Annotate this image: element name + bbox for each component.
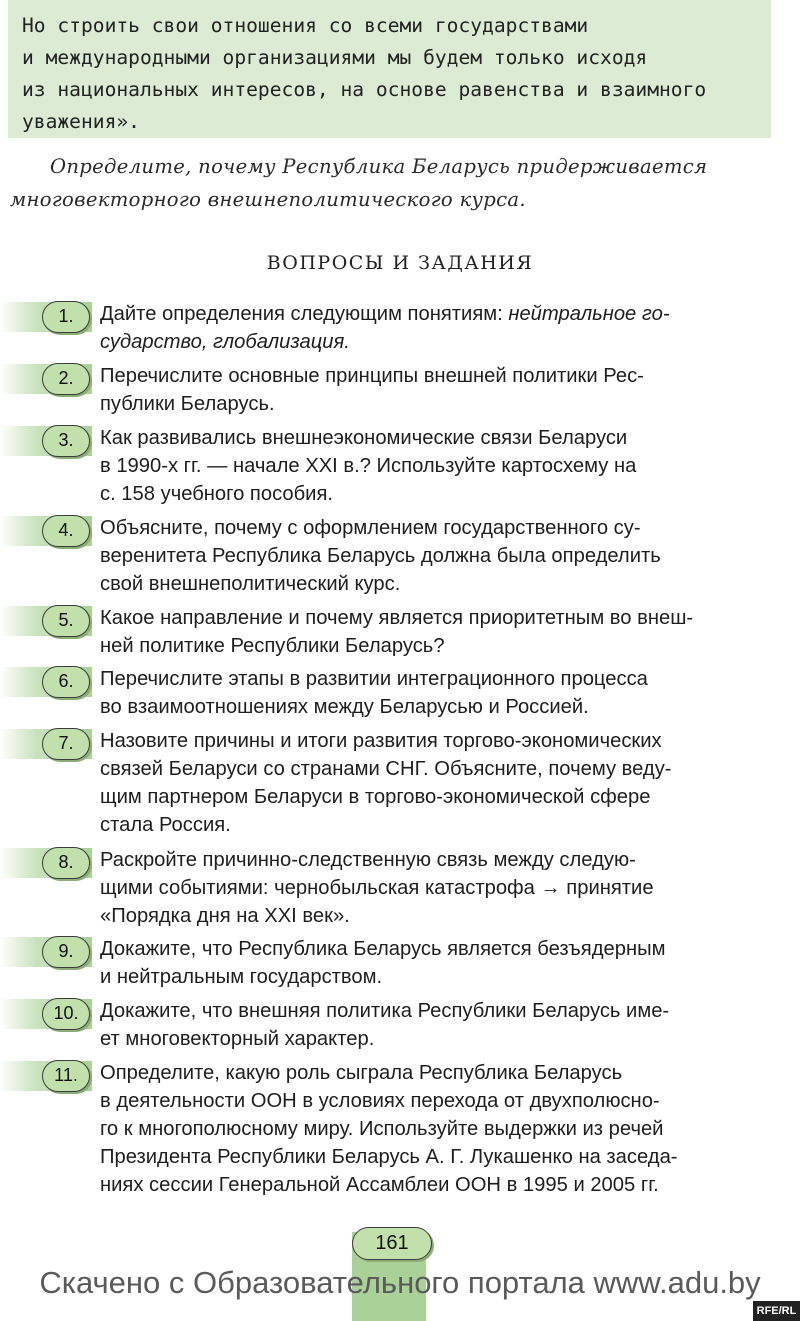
question-number-badge: 7.: [42, 728, 90, 760]
question-line: стала Россия.: [100, 814, 231, 836]
task-line: Определите, почему Республика Беларусь придерживается: [50, 155, 708, 178]
question-line: в деятельности ООН в условиях перехода от двухполюсно-: [100, 1090, 660, 1112]
quote-line: из национальных интересов, на основе равенства и взаимного: [22, 78, 707, 101]
question-text: [100, 1059, 772, 1199]
question-line: го к многополюсному миру. Используйте выдержки из речей: [100, 1118, 664, 1140]
question-line: Раскройте причинно-следственную связь между следую-: [100, 849, 636, 871]
question-line: сударство, глобализация.: [100, 331, 350, 353]
question-number-badge: 2.: [42, 363, 90, 395]
question-term: нейтральное го-: [508, 303, 670, 325]
quote-line: Но строить свои отношения со всеми государствами: [22, 14, 589, 37]
question-line: с. 158 учебного пособия.: [100, 483, 333, 505]
page-number: 161: [352, 1227, 432, 1260]
question-line: Президента Республики Беларусь А. Г. Лукашенко на заседа-: [100, 1146, 678, 1168]
question-text: [100, 300, 772, 356]
question-line: Перечислите основные принципы внешней политики Рес-: [100, 365, 644, 387]
question-line: Как развивались внешнеэкономические связи Беларуси: [100, 427, 628, 449]
question-text: [100, 514, 772, 598]
question-text: [100, 604, 772, 660]
question-line: Объясните, почему с оформлением государственного су-: [100, 517, 641, 539]
question-line: Докажите, что внешняя политика Республики Беларусь име-: [100, 1000, 670, 1022]
question-line: ниях сессии Генеральной Ассамблеи ООН в 1995 и 2005 гг.: [100, 1174, 659, 1196]
watermark-text: Скачено с Образовательного портала www.adu.by: [39, 1265, 761, 1300]
source-badge: RFE/RL: [753, 1301, 800, 1321]
question-line: ет многовекторный характер.: [100, 1028, 375, 1050]
question-line: Определите, какую роль сыграла Республика Беларусь: [100, 1062, 623, 1084]
task-line: многовекторного внешнеполитического курса.: [10, 188, 526, 211]
question-text: [100, 997, 772, 1053]
question-number-badge: 9.: [42, 936, 90, 968]
question-number-badge: 3.: [42, 425, 90, 457]
question-number-badge: 11.: [42, 1060, 90, 1092]
question-text: [100, 424, 772, 508]
question-text: [100, 665, 772, 721]
question-line: свой внешнеполитический курс.: [100, 573, 401, 595]
question-line: веренитета Республика Беларусь должна была определить: [100, 545, 661, 567]
question-line: связей Беларуси со странами СНГ. Объясните, почему веду-: [100, 758, 672, 780]
question-line: Назовите причины и итоги развития торгово-экономических: [100, 730, 662, 752]
question-number-badge: 1.: [42, 301, 90, 333]
question-text: [100, 362, 772, 418]
question-text: [100, 727, 772, 839]
question-line: и нейтральным государством.: [100, 966, 383, 988]
question-number-badge: 5.: [42, 605, 90, 637]
section-title: ВОПРОСЫ И ЗАДАНИЯ: [266, 252, 534, 274]
question-line: Докажите, что Республика Беларусь является безъядерным: [100, 938, 666, 960]
question-number-badge: 8.: [42, 847, 90, 879]
question-line: «Порядка дня на XXI век».: [100, 905, 350, 927]
question-number-badge: 10.: [42, 998, 90, 1030]
question-number-badge: 6.: [42, 666, 90, 698]
question-line: в 1990-х гг. — начале XXI в.? Используйте картосхему на: [100, 455, 637, 477]
question-text: [100, 846, 772, 930]
question-line: ней политике Республики Беларусь?: [100, 635, 445, 657]
question-line: щими событиями: чернобыльская катастрофа → принятие: [100, 877, 654, 899]
question-line: во взаимоотношениях между Беларусью и Россией.: [100, 696, 589, 718]
question-line: щим партнером Беларуси в торгово-экономической сфере: [100, 786, 651, 808]
quote-line: и международными организациями мы будем только исходя: [22, 46, 648, 69]
question-line: Какое направление и почему является приоритетным во внеш-: [100, 607, 694, 629]
question-number-badge: 4.: [42, 515, 90, 547]
question-line: Перечислите этапы в развитии интеграционного процесса: [100, 668, 648, 690]
question-line: Дайте определения следующим понятиям: нейтральное го-: [100, 303, 670, 325]
question-line: публики Беларусь.: [100, 393, 275, 415]
question-text: [100, 935, 772, 991]
quote-line: уважения».: [22, 110, 140, 133]
